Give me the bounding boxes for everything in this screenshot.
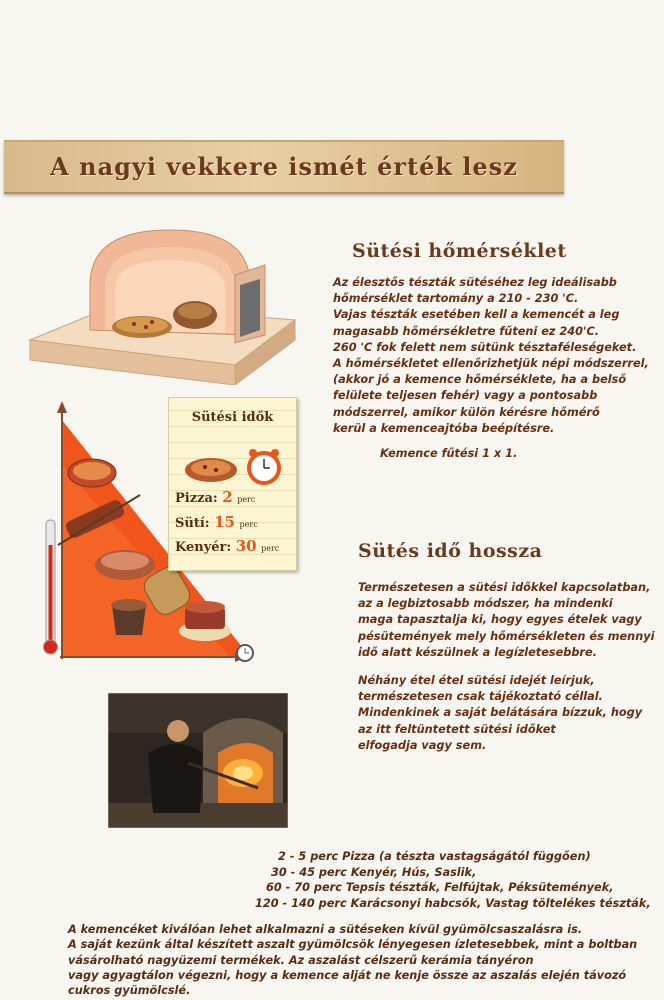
text-line: Vajas tészták esetében kell a kemencét a leg xyxy=(333,308,620,322)
text-line: Természetesen a sütési időkkel kapcsolatban, xyxy=(358,581,651,594)
text-line: az itt feltüntetett sütési időket xyxy=(358,722,556,736)
row-label: Sütí: xyxy=(175,516,210,531)
text-line: Néhány étel étel sütési idejét leírjuk, xyxy=(358,674,595,687)
row-unit: perc xyxy=(239,520,258,529)
duration-paragraph-2 xyxy=(358,673,642,754)
baker-photo xyxy=(108,693,288,828)
text-line: magasabb hőmérsékletre fűteni ez 240'C. xyxy=(333,324,600,338)
note-row-kenyer xyxy=(175,537,279,555)
time-list-item-4: 120 - 140 perc Karácsonyi habcsók, Vastag töltelékes tészták, xyxy=(255,897,651,910)
time-list-item-1: 2 - 5 perc Pizza (a tészta vastagságától függően) xyxy=(278,850,591,863)
temperature-paragraph xyxy=(333,275,649,437)
text-line: hőmérséklet tartomány a 210 - 230 'C. xyxy=(333,292,579,306)
time-list-item-2: 30 - 45 perc Kenyér, Hús, Saslik, xyxy=(271,866,477,879)
oven-illustration xyxy=(20,225,300,385)
row-label: Pizza: xyxy=(175,491,218,506)
pizza-and-clock-illustration xyxy=(181,446,285,490)
section-heading-temperature: Sütési hőmérséklet xyxy=(352,240,567,262)
text-line: cukros gyümölcslé. xyxy=(68,984,191,998)
drying-paragraph xyxy=(68,922,658,998)
row-value: 2 xyxy=(222,488,233,506)
row-unit: perc xyxy=(237,495,256,504)
text-line: az a legbiztosabb módszer, ha mindenki xyxy=(358,597,613,611)
oven-heating-note: Kemence fűtési 1 x 1. xyxy=(380,447,518,460)
baking-times-note xyxy=(168,397,297,571)
text-line: vásárolható nagyüzemi termékek. Az aszalást célszerű kerámia tányéron xyxy=(68,953,534,967)
text-line: természetesen csak tájékoztató céllal. xyxy=(358,690,603,704)
text-line: elfogadja vagy sem. xyxy=(358,738,487,752)
time-list-item-3: 60 - 70 perc Tepsis tészták, Felfújtak, Péksütemények, xyxy=(266,881,614,894)
text-line: Az élesztős tészták sütéséhez leg ideálisabb xyxy=(333,276,617,289)
text-line: (akkor jó a kemence hőmérséklete, ha a belső xyxy=(333,373,627,387)
row-label: Kenyér: xyxy=(175,540,232,555)
row-value: 30 xyxy=(235,537,257,555)
text-line: vagy agyagtálon végezni, hogy a kemence alját ne kenje össze az aszalás elején távozó xyxy=(68,968,627,982)
duration-paragraph-1 xyxy=(358,580,654,661)
text-line: A kemencéket kiválóan lehet alkalmazni a sütéseken kívül gyümölcsaszalásra is. xyxy=(68,923,583,936)
note-row-pizza xyxy=(175,488,255,506)
text-line: maga tapasztalja ki, hogy egyes ételek vagy xyxy=(358,613,642,627)
text-line: A hőmérsékletet ellenőrizhetjük népi módszerrel, xyxy=(333,357,649,371)
text-line: felülete teljesen fehér) vagy a pontosabb xyxy=(333,389,598,403)
row-value: 15 xyxy=(214,513,235,531)
section-heading-duration: Sütés idő hossza xyxy=(358,540,543,562)
note-title: Sütési idők xyxy=(191,410,274,425)
page-title: A nagyi vekkere ismét érték lesz xyxy=(50,152,518,181)
text-line: 260 'C fok felett nem sütünk tésztaféleségeket. xyxy=(333,340,637,354)
text-line: A saját kezünk által készített aszalt gyümölcsök lényegesen ízletesebbek, mint a boltban xyxy=(68,938,638,952)
text-line: idő alatt készülnek a legízletesebbre. xyxy=(358,645,597,659)
row-unit: perc xyxy=(261,544,280,553)
text-line: pésütemények mely hőmérsékleten és mennyi xyxy=(358,629,655,643)
text-line: Mindenkinek a saját belátására bízzuk, hogy xyxy=(358,706,643,720)
note-row-suti xyxy=(175,513,258,531)
text-line: kerül a kemenceajtóba beépítésre. xyxy=(333,421,555,435)
title-banner xyxy=(4,140,564,194)
text-line: módszerrel, amikor külön kérésre hőmérő xyxy=(333,405,600,419)
